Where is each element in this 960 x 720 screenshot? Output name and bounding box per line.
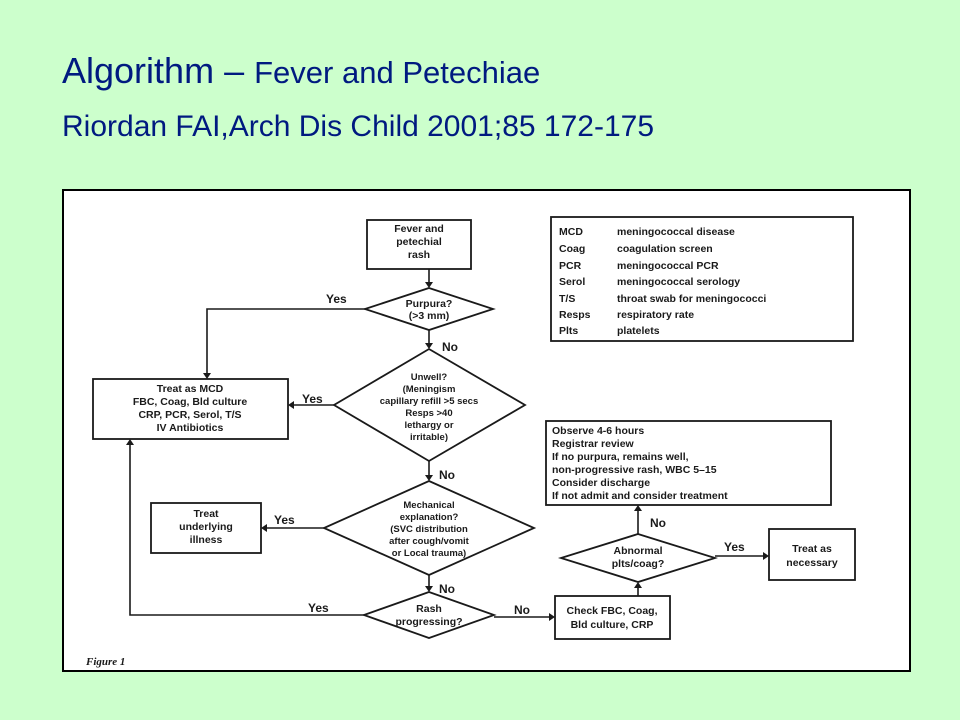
purpura-line-1: Purpura? (405, 298, 453, 310)
unwell-line-2: (Meningism (402, 384, 456, 395)
check-line-1: Check FBC, Coag, (566, 605, 658, 617)
mechanical-line-2: explanation? (399, 512, 459, 523)
treat-underlying-line-3: illness (189, 534, 223, 546)
observe-line-3: If no purpura, remains well, (552, 451, 689, 463)
mechanical-line-3: (SVC distribution (390, 524, 468, 535)
flowchart-figure (62, 189, 911, 672)
figure-label: Figure 1 (86, 656, 126, 668)
label-no-abnormal: No (650, 516, 666, 530)
legend-desc-mcd: meningococcal disease (617, 226, 735, 238)
mechanical-line-5: or Local trauma) (391, 548, 467, 559)
title-dash: – (224, 50, 245, 91)
label-yes-abnormal: Yes (724, 540, 745, 554)
legend-desc-ts: throat swab for meningococci (617, 293, 767, 305)
legend-abbr-ts: T/S (559, 293, 576, 305)
treat-mcd-line-4: IV Antibiotics (156, 422, 224, 434)
slide-title (62, 50, 540, 92)
label-yes-unwell: Yes (302, 392, 323, 406)
start-line-3: rash (407, 249, 431, 261)
legend-abbr-mcd: MCD (559, 226, 583, 238)
legend-abbr-resps: Resps (559, 309, 591, 321)
label-no-mechanical: No (439, 582, 455, 596)
abnormal-line-2: plts/coag? (611, 558, 665, 570)
observe-line-2: Registrar review (552, 438, 634, 450)
mechanical-line-1: Mechanical (403, 500, 455, 511)
legend-abbr-pcr: PCR (559, 260, 582, 272)
observe-line-1: Observe 4-6 hours (552, 425, 645, 437)
abnormal-line-1: Abnormal (613, 545, 663, 557)
label-no-unwell: No (439, 468, 455, 482)
observe-line-5: Consider discharge (552, 477, 651, 489)
legend-desc-resps: respiratory rate (617, 309, 695, 321)
treat-necessary-line-1: Treat as (792, 543, 832, 555)
legend-desc-pcr: meningococcal PCR (617, 260, 719, 272)
label-yes-rash: Yes (308, 601, 329, 615)
unwell-line-4: Resps >40 (405, 408, 453, 419)
check-line-2: Bld culture, CRP (570, 619, 654, 631)
label-no-purpura: No (442, 340, 458, 354)
legend-desc-coag: coagulation screen (617, 243, 713, 255)
observe-line-4: non-progressive rash, WBC 5–15 (552, 464, 717, 476)
unwell-line-1: Unwell? (410, 372, 448, 383)
legend-abbr-serol: Serol (559, 276, 586, 288)
treat-mcd-line-1: Treat as MCD (156, 383, 224, 395)
legend-abbr-plts: Plts (559, 325, 579, 337)
treat-mcd-line-3: CRP, PCR, Serol, T/S (138, 409, 242, 421)
node-check (555, 596, 670, 639)
label-yes-mechanical: Yes (274, 513, 295, 527)
label-yes-purpura: Yes (326, 292, 347, 306)
flowchart-svg (64, 191, 909, 670)
title-main: Algorithm (62, 50, 215, 91)
legend-abbr-coag: Coag (559, 243, 586, 255)
mechanical-line-4: after cough/vomit (389, 536, 469, 547)
treat-necessary-line-2: necessary (786, 557, 838, 569)
legend-desc-serol: meningococcal serology (617, 276, 741, 288)
start-line-2: petechial (396, 236, 442, 248)
title-rest: Fever and Petechiae (254, 55, 541, 90)
citation: Riordan FAI,Arch Dis Child 2001;85 172-175 (62, 110, 655, 143)
unwell-line-6: irritable) (409, 432, 449, 443)
unwell-line-3: capillary refill >5 secs (379, 396, 479, 407)
treat-underlying-line-1: Treat (193, 508, 219, 520)
node-rash-progressing (364, 592, 494, 638)
observe-line-6: If not admit and consider treatment (552, 490, 728, 502)
label-no-rash: No (514, 603, 530, 617)
treat-mcd-line-2: FBC, Coag, Bld culture (132, 396, 248, 408)
rash-line-2: progressing? (395, 616, 463, 628)
legend-desc-plts: platelets (617, 325, 660, 337)
start-line-1: Fever and (394, 223, 444, 235)
purpura-line-2: (>3 mm) (408, 310, 450, 322)
rash-line-1: Rash (416, 603, 442, 615)
treat-underlying-line-2: underlying (179, 521, 233, 533)
unwell-line-5: lethargy or (404, 420, 454, 431)
